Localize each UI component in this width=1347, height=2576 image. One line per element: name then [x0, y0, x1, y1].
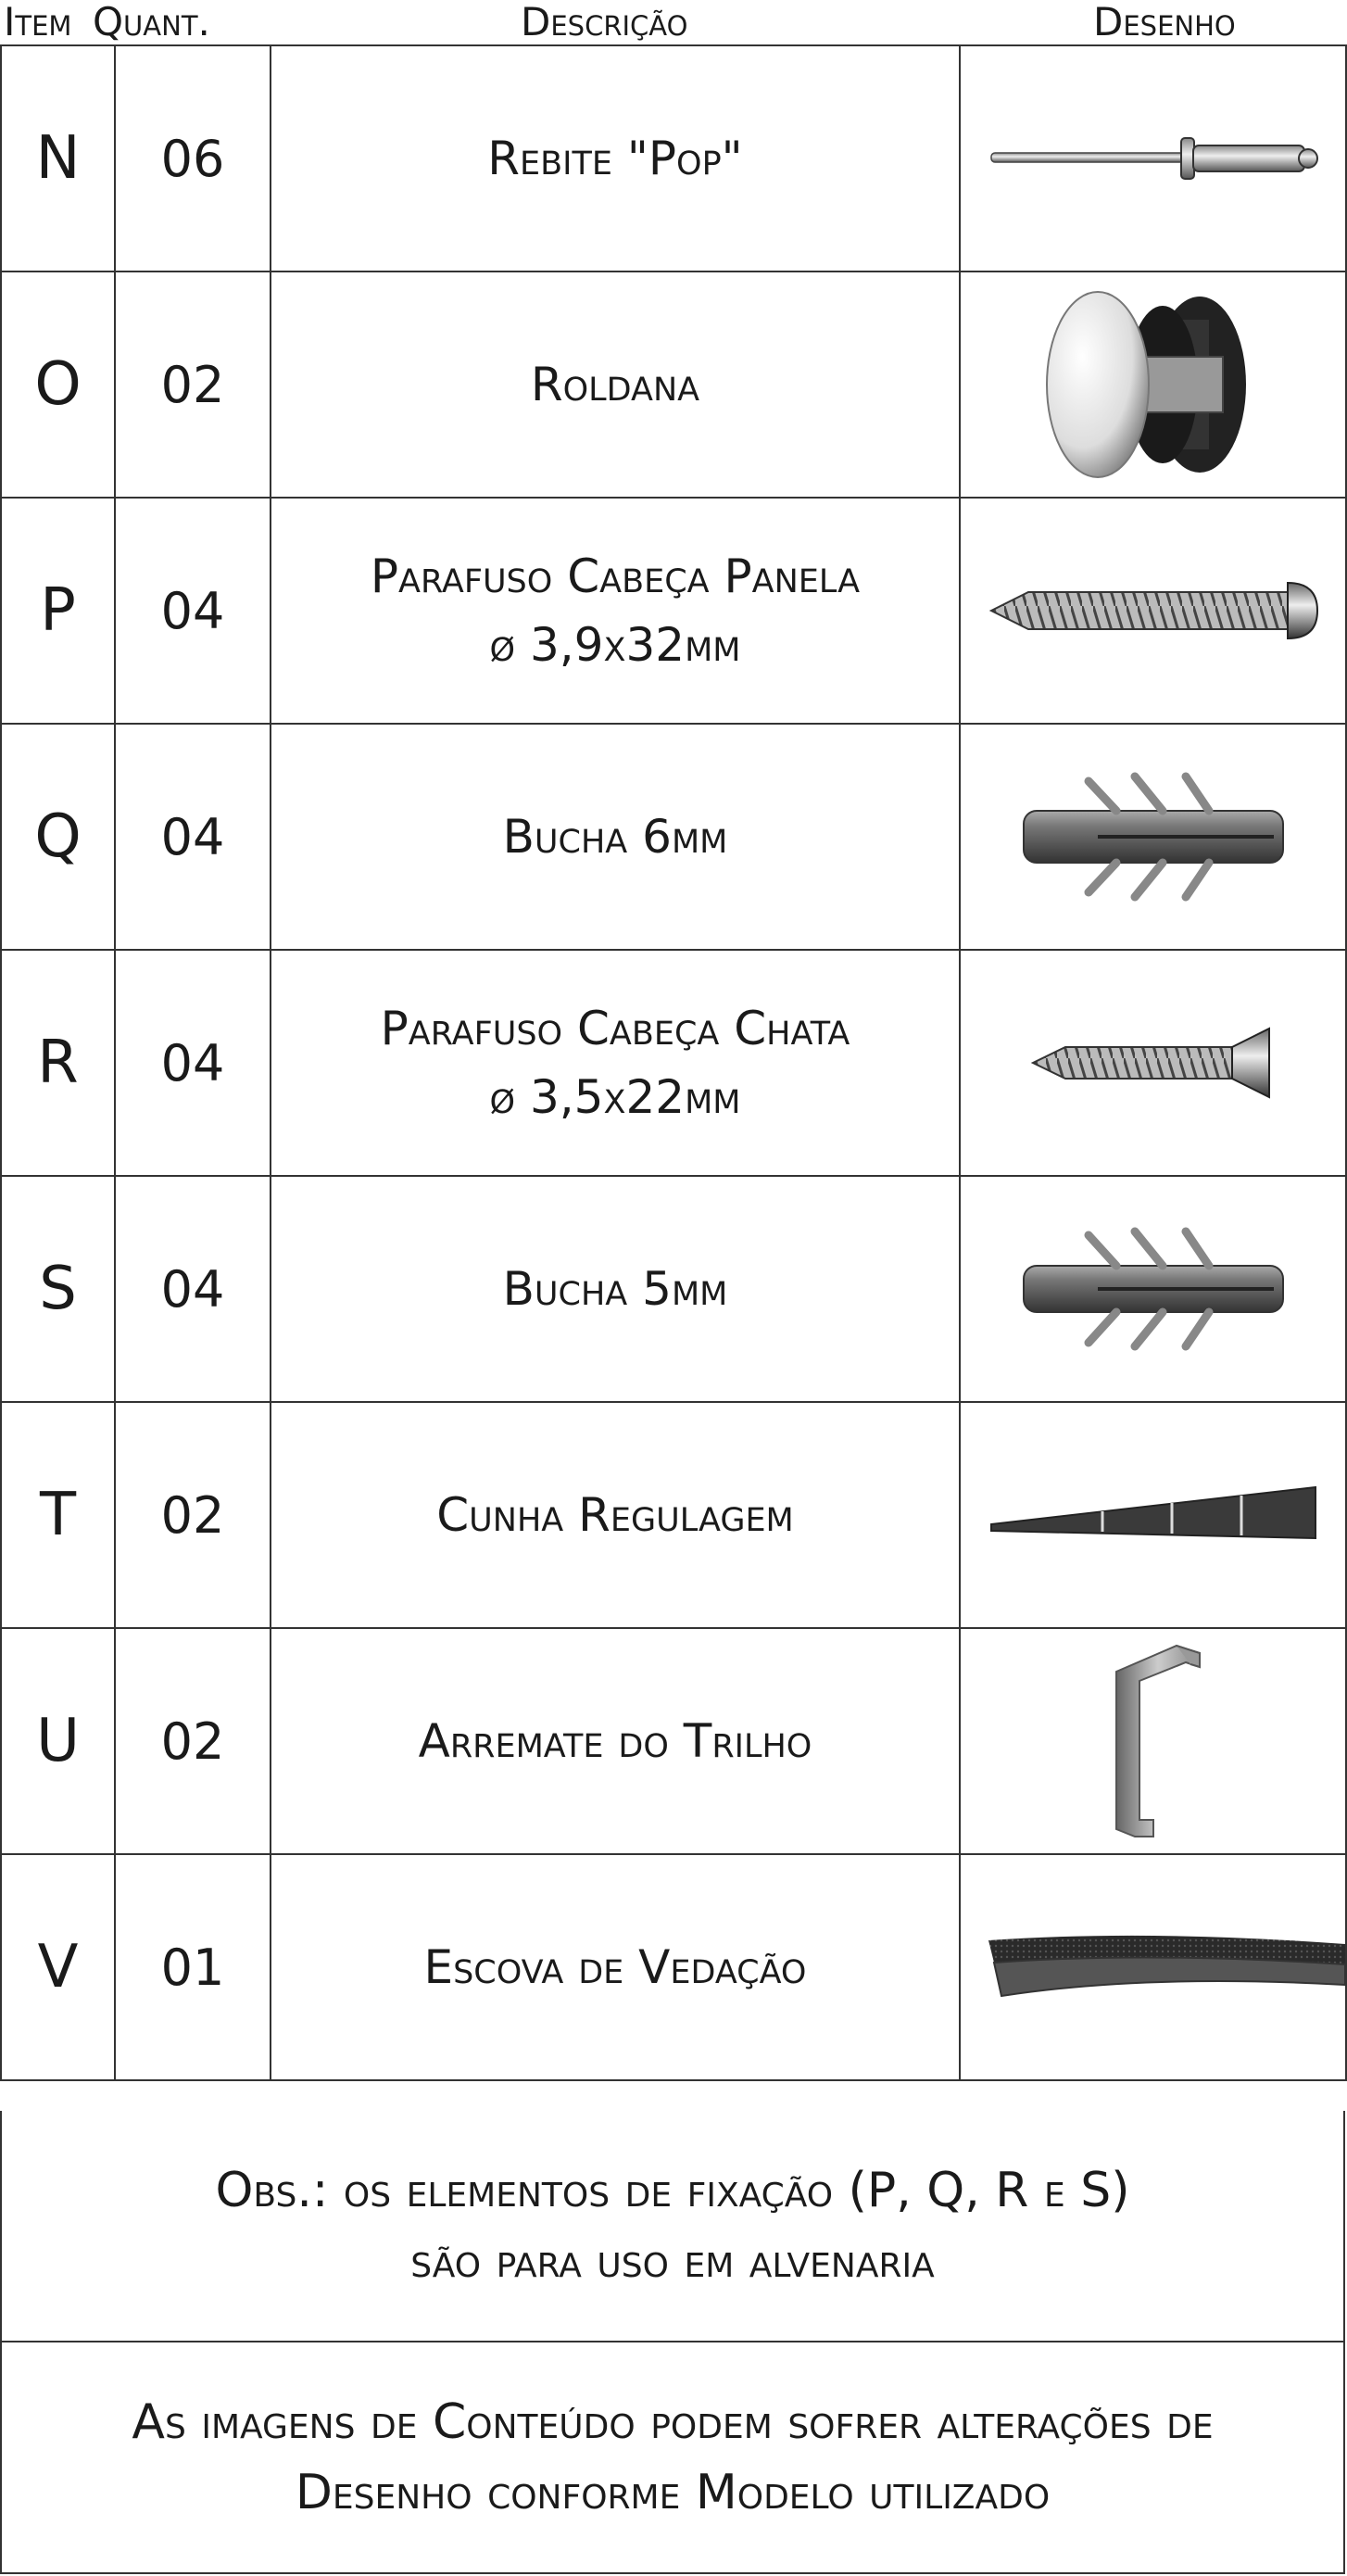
item-code: R — [1, 950, 115, 1176]
wall-plug-icon — [1005, 1215, 1302, 1363]
disclaimer-note — [0, 2342, 1345, 2574]
item-drawing — [960, 724, 1346, 950]
table-row — [1, 498, 1346, 724]
description-line: Rebite "Pop" — [487, 132, 743, 185]
table-row — [1, 724, 1346, 950]
table-row — [1, 1176, 1346, 1402]
header-descricao: Descrição — [521, 0, 688, 44]
description-line: Cunha Regulagem — [436, 1488, 794, 1542]
item-code: Q — [1, 724, 115, 950]
item-description — [271, 498, 960, 724]
header-quant: Quant. — [93, 0, 210, 44]
item-drawing — [960, 1628, 1346, 1854]
item-code: T — [1, 1402, 115, 1628]
item-description — [271, 1854, 960, 2080]
item-code: U — [1, 1628, 115, 1854]
item-quantity: 06 — [115, 45, 271, 271]
flat-head-screw-icon — [1024, 1021, 1283, 1105]
item-code: P — [1, 498, 115, 724]
item-drawing — [960, 498, 1346, 724]
table-row — [1, 45, 1346, 271]
pan-head-screw-icon — [982, 569, 1325, 652]
observation-note — [0, 2111, 1345, 2342]
disclaimer-line: As imagens de Conteúdo podem sofrer alterações de — [132, 2394, 1214, 2450]
item-drawing — [960, 950, 1346, 1176]
item-description — [271, 724, 960, 950]
item-quantity: 04 — [115, 724, 271, 950]
item-code: N — [1, 45, 115, 271]
header-desenho: Desenho — [1093, 0, 1236, 44]
item-quantity: 04 — [115, 950, 271, 1176]
roller-wheel-icon — [1033, 283, 1274, 486]
item-code: S — [1, 1176, 115, 1402]
description-spec: ø 3,9x32mm — [489, 618, 741, 672]
item-quantity: 02 — [115, 1402, 271, 1628]
header-item: Item — [4, 0, 72, 44]
description-line: Bucha 5mm — [502, 1262, 728, 1316]
item-code: V — [1, 1854, 115, 2080]
sealing-brush-icon — [961, 1855, 1345, 2077]
item-code: O — [1, 271, 115, 498]
item-description — [271, 45, 960, 271]
item-drawing — [960, 45, 1346, 271]
rail-end-cap-icon — [1061, 1635, 1246, 1848]
adjustment-wedge-icon — [982, 1473, 1325, 1557]
item-quantity: 04 — [115, 498, 271, 724]
item-quantity: 04 — [115, 1176, 271, 1402]
item-drawing — [960, 1402, 1346, 1628]
item-quantity: 02 — [115, 1628, 271, 1854]
item-description — [271, 1628, 960, 1854]
item-drawing — [960, 271, 1346, 498]
wall-plug-icon — [1005, 763, 1302, 911]
item-quantity: 02 — [115, 271, 271, 498]
table-row — [1, 271, 1346, 498]
description-spec: ø 3,5x22mm — [489, 1070, 741, 1124]
description-line: Escova de Vedação — [423, 1940, 807, 1994]
item-quantity: 01 — [115, 1854, 271, 2080]
item-description — [271, 950, 960, 1176]
description-line: Parafuso Cabeça Chata — [380, 1002, 850, 1055]
item-description — [271, 1176, 960, 1402]
table-row — [1, 1854, 1346, 2080]
parts-table — [0, 44, 1347, 2081]
item-description — [271, 271, 960, 498]
observation-line: Obs.: os elementos de fixação (P, Q, R e S) — [215, 2163, 1130, 2218]
item-drawing — [960, 1176, 1346, 1402]
description-line: Bucha 6mm — [502, 810, 728, 864]
table-row — [1, 1628, 1346, 1854]
table-row — [1, 1402, 1346, 1628]
item-drawing — [960, 1854, 1346, 2080]
observation-line: são para uso em alvenaria — [410, 2233, 935, 2289]
description-line: Roldana — [530, 358, 700, 411]
pop-rivet-icon — [982, 121, 1325, 196]
item-description — [271, 1402, 960, 1628]
disclaimer-line: Desenho conforme Modelo utilizado — [295, 2465, 1051, 2520]
description-line: Parafuso Cabeça Panela — [370, 549, 861, 603]
table-row — [1, 950, 1346, 1176]
description-line: Arremate do Trilho — [418, 1714, 812, 1768]
